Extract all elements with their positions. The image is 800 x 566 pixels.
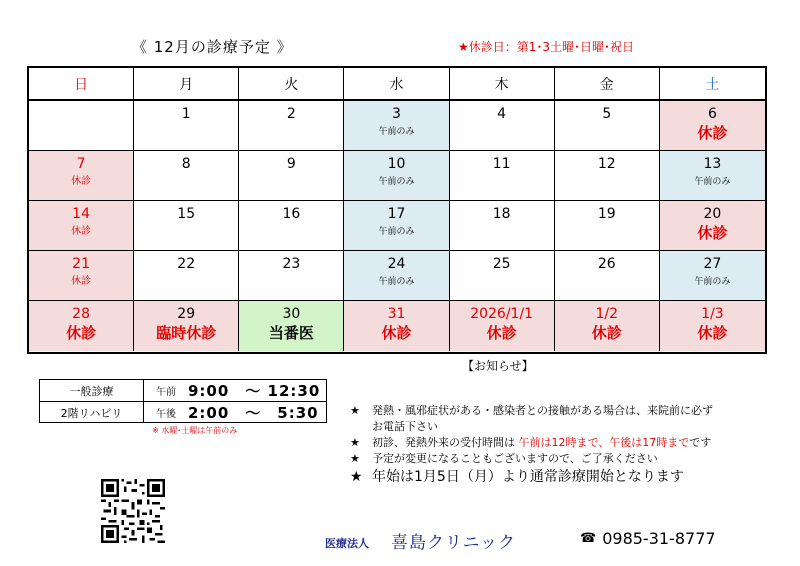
calendar-grid — [29, 68, 765, 352]
am-label: 午前 — [156, 387, 176, 398]
day-number: 27 — [703, 256, 722, 272]
day-number: 4 — [497, 106, 507, 122]
pm-label: 午後 — [156, 409, 176, 420]
calendar-day-cell — [239, 151, 344, 201]
day-status: 休診 — [591, 324, 622, 342]
weekday-header: 火 — [239, 68, 344, 101]
day-number: 29 — [177, 306, 196, 322]
day-number: 20 — [703, 206, 722, 222]
calendar-day-cell — [555, 201, 660, 251]
calendar-day-cell — [555, 151, 660, 201]
pm-time: 2:00 ～ 5:30 — [188, 404, 319, 422]
calendar-day-cell — [239, 101, 344, 151]
day-number: 30 — [282, 306, 301, 322]
day-status: 休診 — [71, 276, 92, 287]
day-status: 休診 — [66, 324, 97, 342]
day-number: 18 — [492, 206, 511, 222]
day-status: 午前のみ — [694, 177, 731, 187]
am-hours — [144, 380, 326, 402]
calendar-day-cell — [134, 151, 239, 201]
day-status: 休診 — [697, 224, 728, 242]
notice-4-text: 年始は1月5日（月）より通常診療開始となります — [372, 469, 684, 485]
calendar-day-cell — [660, 151, 765, 201]
calendar-day-cell — [29, 201, 134, 251]
day-number: 2 — [286, 106, 296, 122]
hours-footnote: ※ 水曜･土曜は午前のみ — [152, 426, 238, 435]
am-time: 9:00 ～ 12:30 — [188, 382, 321, 400]
notices — [350, 403, 790, 487]
day-status: 当番医 — [268, 324, 314, 342]
day-number: 26 — [597, 256, 616, 272]
day-number: 21 — [72, 256, 90, 272]
calendar — [27, 66, 767, 354]
page-title: 《 12月の診療予定 》 — [132, 38, 293, 56]
star-icon: ★ — [350, 469, 363, 485]
phone-number[interactable] — [580, 529, 716, 548]
day-status: 午前のみ — [694, 277, 731, 287]
calendar-day-cell — [239, 301, 344, 351]
closed-days-note: ★休診日：第1･3土曜･日曜･祝日 — [458, 40, 635, 54]
pm-hours — [144, 402, 326, 423]
day-number: 15 — [177, 206, 196, 222]
notice-1-cont: お電話下さい — [372, 420, 438, 433]
calendar-day-cell — [134, 251, 239, 301]
calendar-day-cell — [239, 251, 344, 301]
general-label: 一般診療 — [40, 380, 144, 402]
day-number: 9 — [286, 156, 296, 172]
day-number: 7 — [76, 156, 86, 172]
notice-1-text: 発熱・風邪症状がある・感染者との接触がある場合は、来院前に必ず — [372, 404, 713, 417]
day-status: 休診 — [697, 124, 728, 142]
notice-2-pre: 初診、発熱外来の受付時間は — [372, 436, 519, 449]
weekday-header: 土 — [660, 68, 765, 101]
weekday-header: 月 — [134, 68, 239, 101]
phone-text: 0985-31-8777 — [602, 529, 716, 548]
notice-4 — [350, 467, 790, 487]
day-number: 28 — [72, 306, 90, 322]
calendar-day-cell — [344, 101, 449, 151]
day-status: 臨時休診 — [156, 324, 217, 342]
day-status: 休診 — [71, 226, 92, 237]
calendar-day-cell — [344, 251, 449, 301]
day-number: 1 — [181, 106, 191, 122]
notice-2-post: です — [689, 436, 712, 449]
notice-2-text — [372, 435, 711, 451]
notice-3 — [350, 451, 790, 467]
day-number: 17 — [387, 206, 406, 222]
calendar-day-cell — [134, 301, 239, 351]
day-status: 午前のみ — [378, 177, 415, 187]
notice-title: 【お知らせ】 — [462, 359, 534, 373]
day-number: 25 — [492, 256, 511, 272]
star-icon: ★ — [350, 436, 360, 449]
rehab-label: 2階リハビリ — [40, 402, 144, 423]
calendar-day-cell — [29, 251, 134, 301]
calendar-day-cell — [134, 101, 239, 151]
weekday-header: 日 — [29, 68, 134, 101]
notice-3-text: 予定が変更になることもございますので、ご了承ください — [372, 452, 658, 465]
calendar-day-cell — [344, 201, 449, 251]
calendar-day-cell — [239, 201, 344, 251]
day-status: 休診 — [381, 324, 412, 342]
calendar-day-cell — [450, 251, 555, 301]
day-number: 6 — [707, 106, 717, 122]
clinic-kind: 医療法人 — [325, 537, 369, 550]
qr-code-icon[interactable] — [101, 479, 165, 543]
day-number: 23 — [282, 256, 301, 272]
day-number: 8 — [181, 156, 191, 172]
notice-2-highlight: 午前は12時まで、午後は17時まで — [518, 436, 690, 449]
day-number: 2026/1/1 — [470, 306, 534, 322]
day-number: 24 — [387, 256, 406, 272]
calendar-day-cell — [555, 301, 660, 351]
clinic-name: 喜島クリニック — [391, 533, 516, 553]
phone-icon: ☎ — [580, 531, 597, 546]
calendar-day-cell — [29, 101, 134, 151]
day-number: 1/2 — [595, 306, 619, 322]
day-status: 午前のみ — [378, 227, 415, 237]
weekday-header: 金 — [555, 68, 660, 101]
calendar-day-cell — [660, 101, 765, 151]
day-number: 3 — [392, 106, 401, 122]
star-icon: ★ — [350, 404, 360, 417]
calendar-day-cell — [660, 301, 765, 351]
calendar-day-cell — [344, 301, 449, 351]
hours-table — [39, 379, 327, 423]
star-icon: ★ — [350, 452, 360, 465]
calendar-day-cell — [660, 251, 765, 301]
weekday-header: 水 — [344, 68, 449, 101]
day-status: 休診 — [697, 324, 728, 342]
day-number: 12 — [597, 156, 616, 172]
calendar-day-cell — [29, 151, 134, 201]
calendar-day-cell — [134, 201, 239, 251]
day-number: 19 — [597, 206, 616, 222]
day-status: 午前のみ — [378, 127, 415, 137]
calendar-day-cell — [450, 301, 555, 351]
calendar-day-cell — [344, 151, 449, 201]
day-number: 22 — [177, 256, 196, 272]
calendar-day-cell — [450, 201, 555, 251]
day-number: 11 — [492, 156, 511, 172]
notice-2 — [350, 435, 790, 451]
calendar-day-cell — [450, 151, 555, 201]
day-number: 16 — [282, 206, 301, 222]
calendar-day-cell — [555, 101, 660, 151]
calendar-day-cell — [450, 101, 555, 151]
calendar-day-cell — [660, 201, 765, 251]
calendar-day-cell — [29, 301, 134, 351]
day-number: 10 — [387, 156, 406, 172]
notice-1 — [350, 403, 790, 419]
day-status: 休診 — [71, 176, 92, 187]
day-number: 1/3 — [701, 306, 724, 322]
weekday-header: 木 — [450, 68, 555, 101]
day-status: 午前のみ — [378, 277, 415, 287]
calendar-day-cell — [555, 251, 660, 301]
day-number: 13 — [703, 156, 722, 172]
day-status: 休診 — [486, 324, 517, 342]
day-number: 5 — [602, 106, 612, 122]
day-number: 31 — [387, 306, 406, 322]
day-number: 14 — [72, 206, 90, 222]
